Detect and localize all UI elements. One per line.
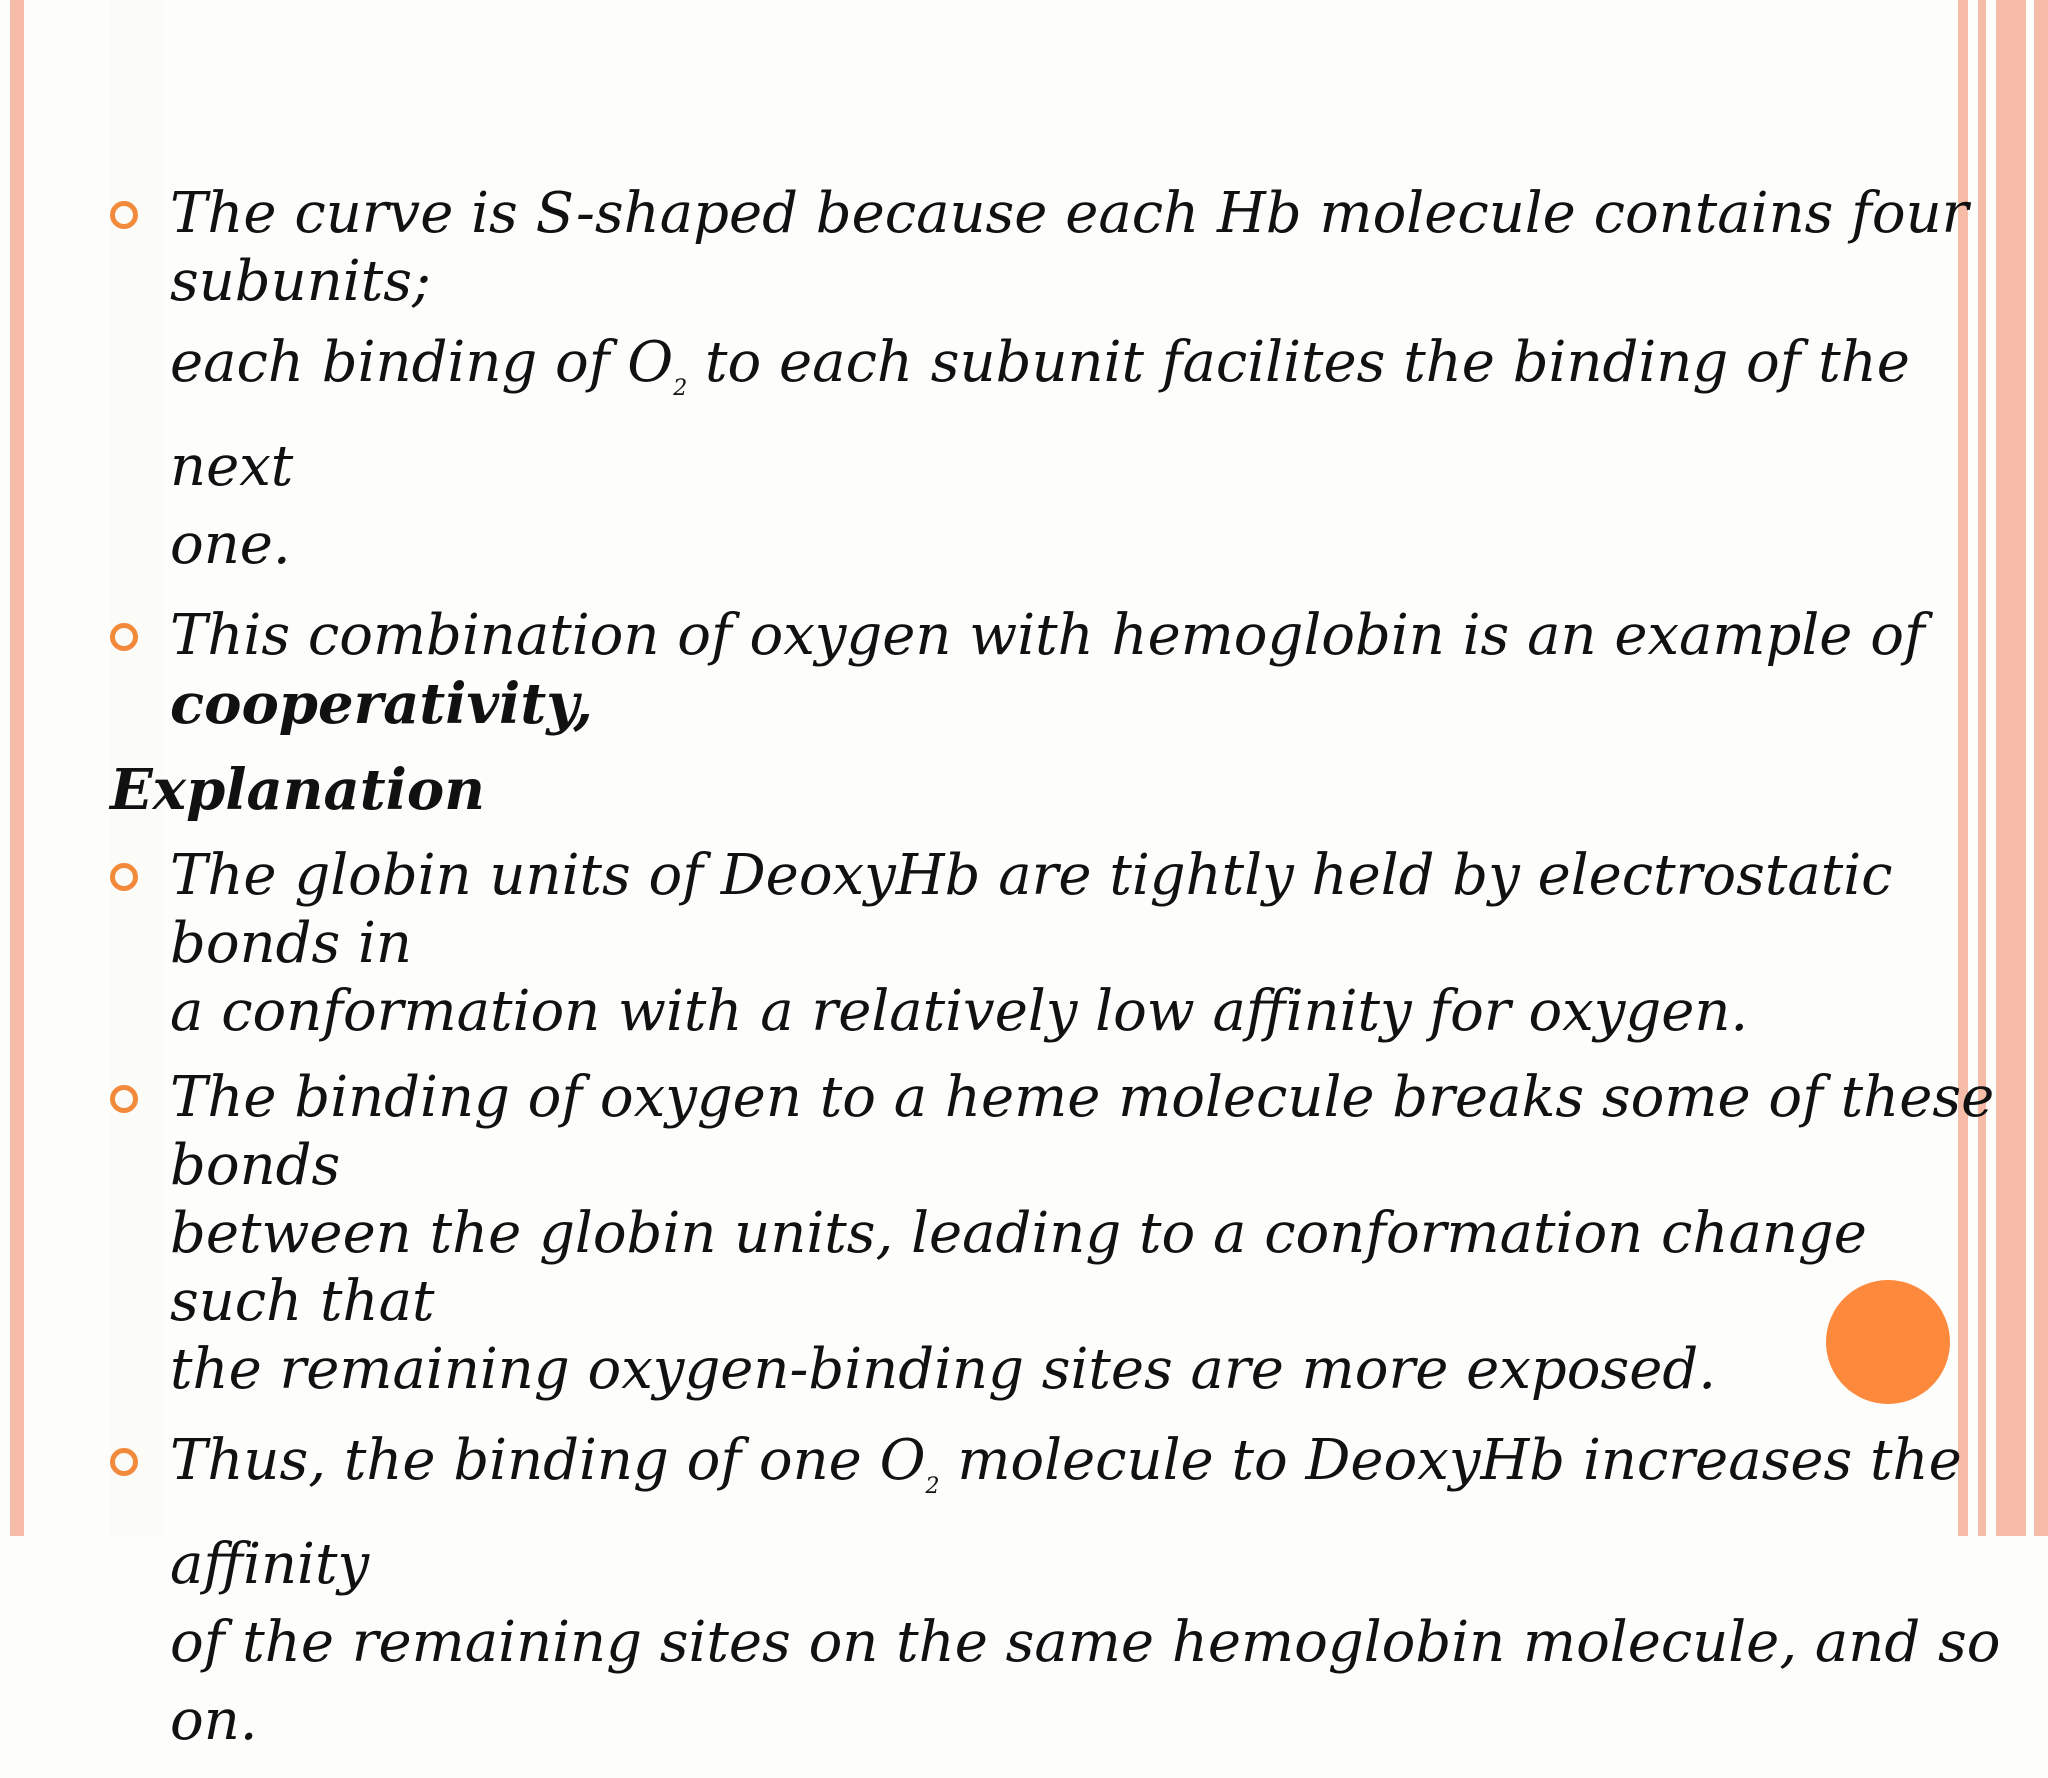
bullet-item-5 — [110, 1422, 2010, 1760]
left-border-stripe — [10, 0, 24, 1536]
bullet-5-line-2: of the remaining sites on the same hemoglobin molecule, and so on. — [170, 1610, 2001, 1753]
section-heading: Explanation — [110, 757, 485, 823]
bullet-ring-icon — [110, 1448, 138, 1476]
bullet-3-line-1: The globin units of DeoxyHb are tightly held by electrostatic bonds in — [170, 843, 1893, 976]
continuation-line-1 — [170, 324, 2010, 506]
bullet-2-bold-term: cooperativity, — [170, 671, 593, 737]
right-border-stripe-4 — [2034, 0, 2048, 1536]
bullet-4-line-3: the remaining oxygen-binding sites are more exposed. — [170, 1337, 1716, 1402]
decorative-orange-circle — [1826, 1280, 1950, 1404]
bullet-5-text-b: molecule to DeoxyHb increases the affinity — [170, 1428, 1962, 1597]
bullet-2-line-1: This combination of oxygen with hemoglobin is an example of — [170, 603, 1925, 668]
bullet-item-1 — [110, 180, 2010, 316]
bullet-item-3 — [110, 842, 2010, 1046]
bullet-item-4 — [110, 1064, 2010, 1404]
bullet-ring-icon — [110, 863, 138, 891]
bullet-4-line-2: between the globin units, leading to a conformation change such that — [170, 1201, 1867, 1334]
slide-content — [110, 180, 2010, 1778]
bullet-ring-icon — [110, 201, 138, 229]
continuation-text-b: to each subunit facilites the binding of the next — [170, 330, 1910, 499]
bullet-1-line-2: subunits; — [170, 249, 431, 314]
bullet-ring-icon — [110, 1085, 138, 1113]
bullet-ring-icon — [110, 623, 138, 651]
bullet-3-line-2: a conformation with a relatively low affinity for oxygen. — [170, 979, 1749, 1044]
bullet-4-line-1: The binding of oxygen to a heme molecule breaks some of these bonds — [170, 1065, 1995, 1198]
continuation-line-2: one. — [170, 512, 291, 577]
bullet-item-2 — [110, 602, 2010, 738]
bullet-5-line-1 — [170, 1422, 2010, 1604]
oxygen-subscript: 2 — [673, 376, 688, 401]
continuation-paragraph — [110, 324, 2010, 584]
oxygen-subscript: 2 — [925, 1474, 940, 1499]
bullet-1-line-1: The curve is S-shaped because each Hb molecule contains four — [170, 181, 1969, 246]
continuation-text-a: each binding of O — [170, 330, 674, 395]
bullet-5-text-a: Thus, the binding of one O — [170, 1428, 926, 1493]
